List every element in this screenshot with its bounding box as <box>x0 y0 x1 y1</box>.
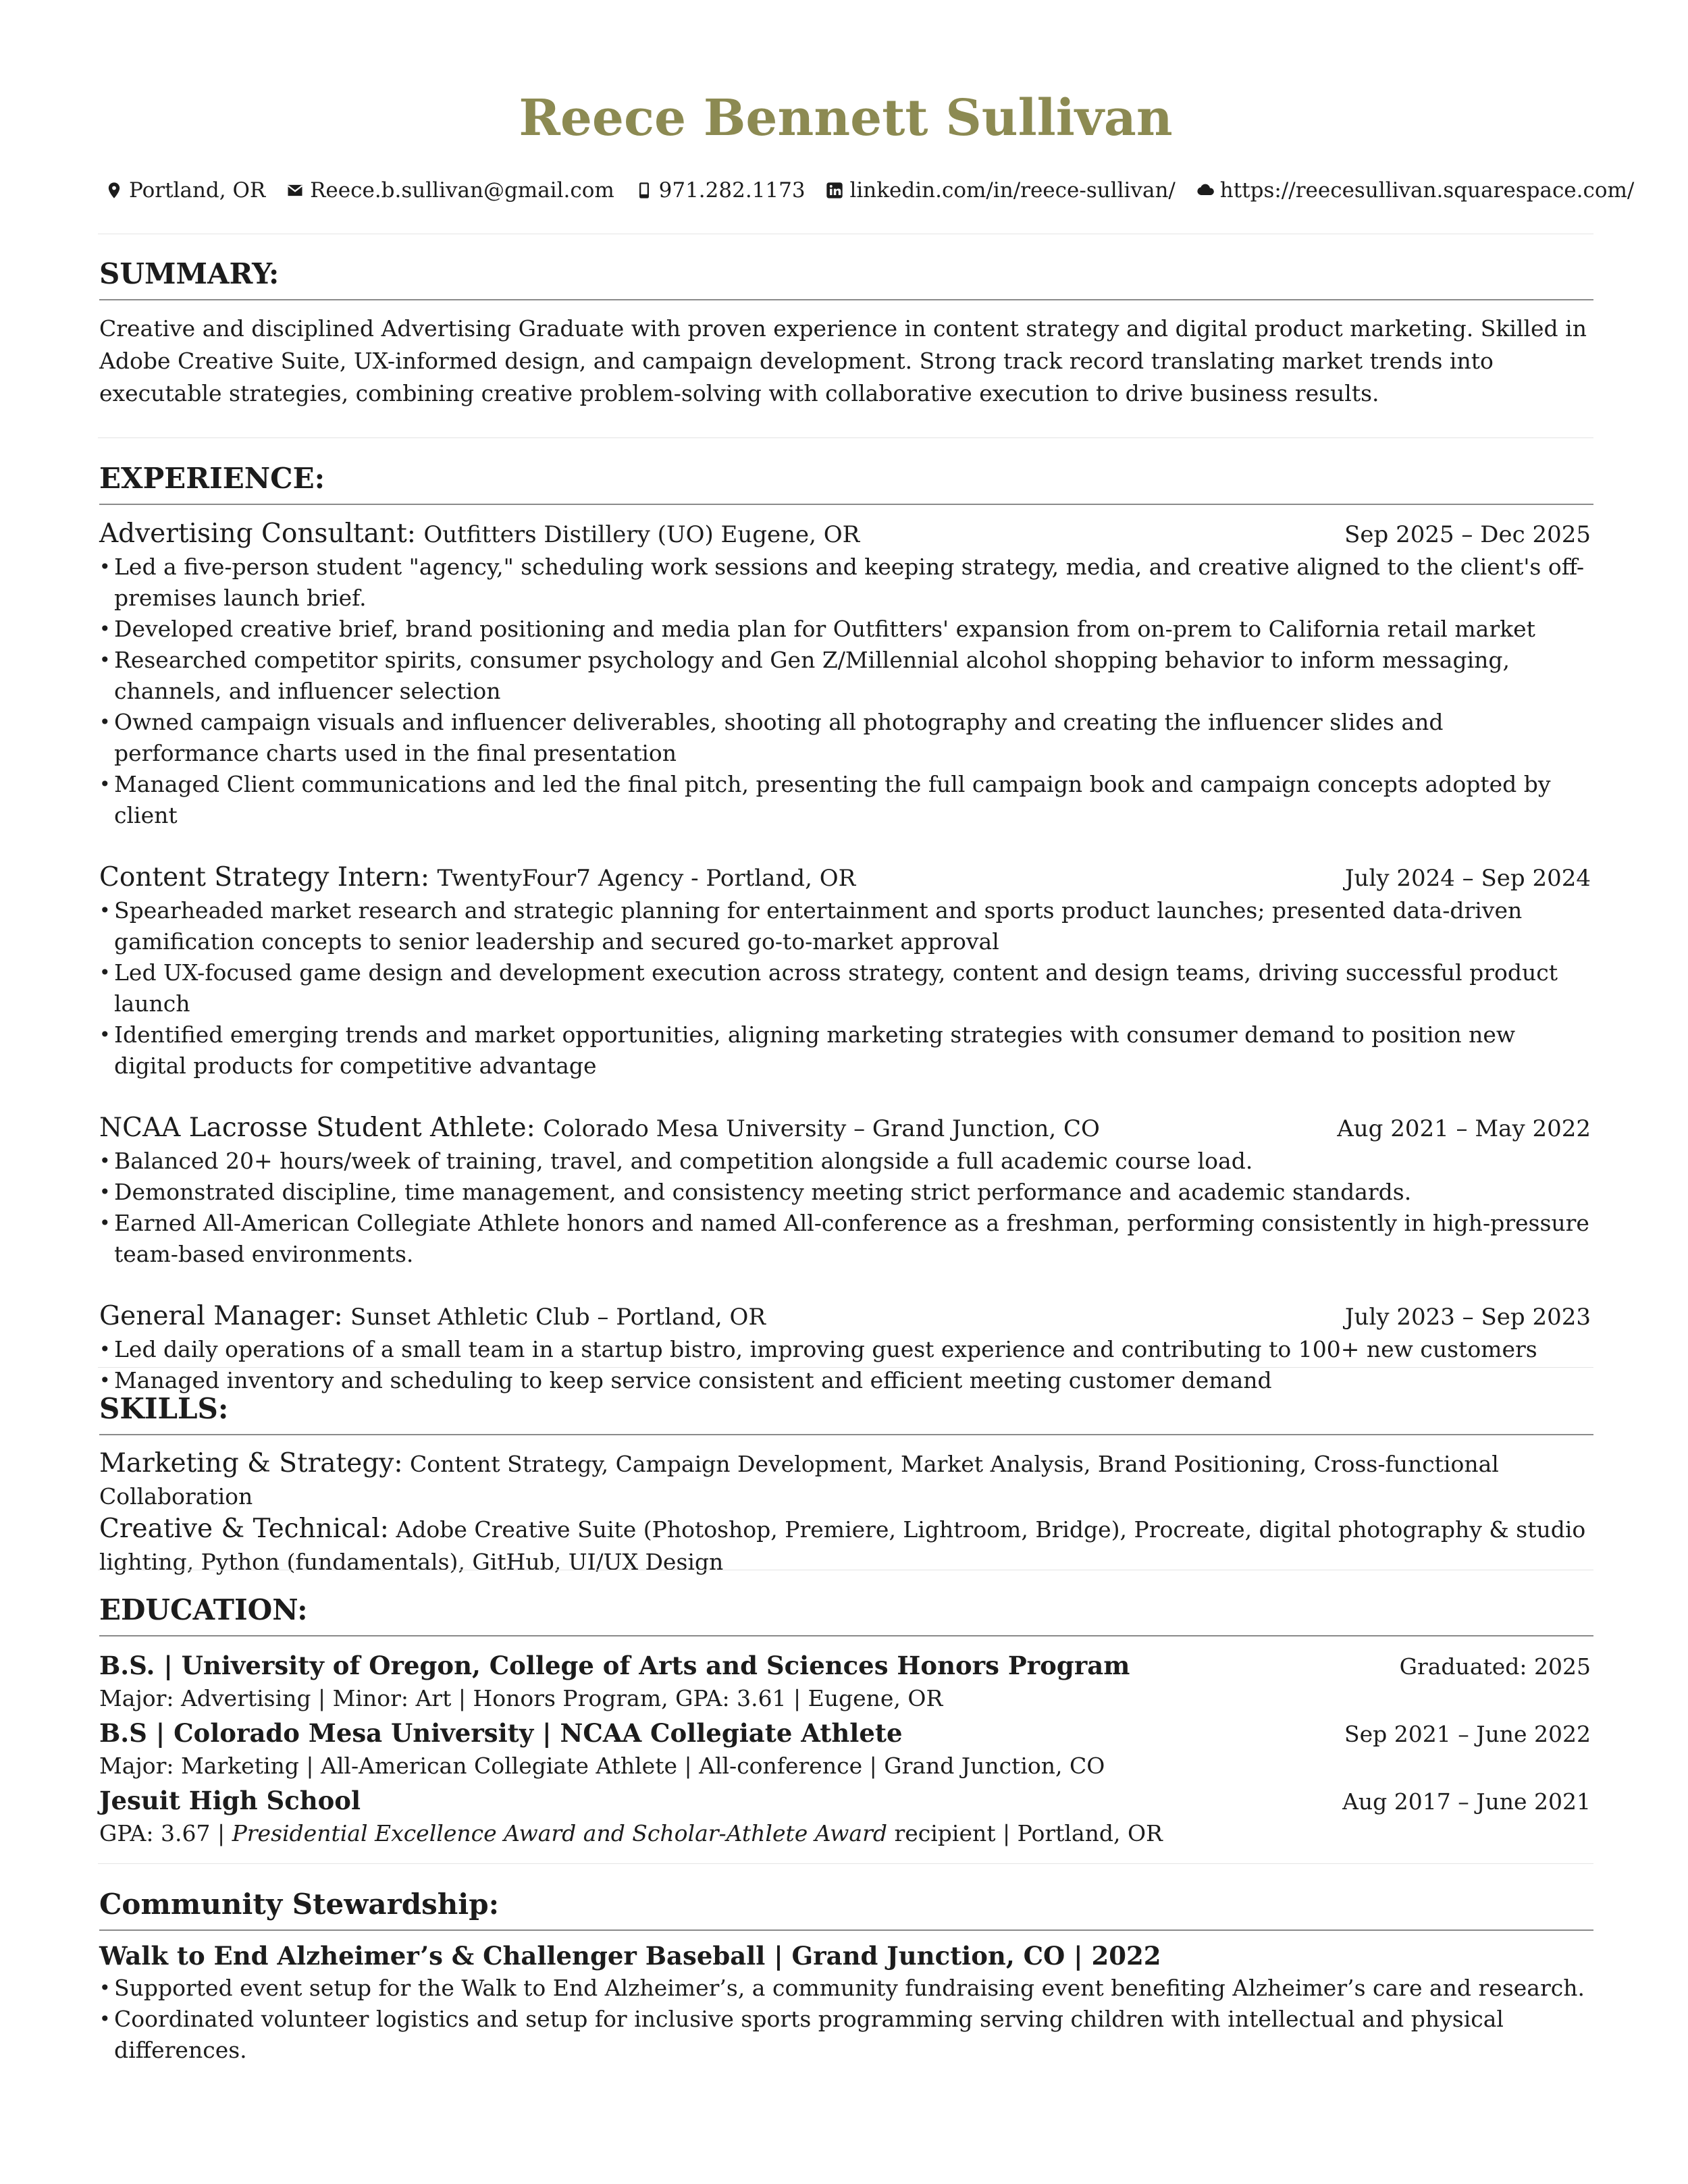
bullet-item: • Spearheaded market research and strategic planning for entertainment and sports product launches; presented data-driven gamification concepts to senior leadership and secured go-to-market approval <box>99 895 1591 957</box>
contact-bar <box>98 177 1635 204</box>
bullet-item: • Developed creative brief, brand positioning and media plan for Outfitters' expansion from on-prem to California retail market <box>99 614 1591 645</box>
skill-label: Marketing & Strategy: <box>99 1448 403 1479</box>
contact-location <box>105 177 265 204</box>
bullet-item: • Coordinated volunteer logistics and setup for inclusive sports programming serving children with intellectual and physical differences. <box>99 2004 1591 2066</box>
divider <box>98 1367 1593 1368</box>
education-section <box>98 1593 1593 1851</box>
education-heading: EDUCATION: <box>99 1596 1593 1636</box>
edu-detail: Major: Marketing | All-American Collegiate Athlete | All-conference | Grand Junction, CO <box>99 1753 1105 1779</box>
bullet-text: Supported event setup for the <box>114 1975 462 2001</box>
phone-link[interactable]: 971.282.1173 <box>658 178 806 203</box>
job-entry <box>99 1300 1591 1396</box>
map-pin-icon <box>105 181 124 200</box>
edu-dates: Aug 2017 – June 2021 <box>1342 1788 1591 1815</box>
bullet-item: • Demonstrated discipline, time management, and consistency meeting strict performance and academic standards. <box>99 1177 1591 1208</box>
linkedin-icon <box>825 181 844 200</box>
contact-phone[interactable] <box>635 177 806 204</box>
job-title: NCAA Lacrosse Student Athlete: <box>99 1113 535 1143</box>
skill-text: Adobe Creative Suite (Photoshop, Premiere, Lightroom, Bridge), Procreate, digital photography & studio lighting, Python (fundamentals), GitHub, UI/UX Design <box>99 1516 1586 1575</box>
location-text: Portland, OR <box>129 178 266 203</box>
bullet-item: • Managed inventory and scheduling to keep service consistent and efficient meeting customer demand <box>99 1365 1591 1396</box>
community-section <box>98 1890 1593 2066</box>
skills-heading: SKILLS: <box>99 1395 1593 1435</box>
job-title: General Manager: <box>99 1301 343 1331</box>
edu-entry <box>99 1716 1591 1750</box>
job-title: Advertising Consultant: <box>99 518 416 549</box>
edu-dates: Sep 2021 – June 2022 <box>1344 1721 1591 1747</box>
edu-entry <box>99 1784 1591 1817</box>
job-entry <box>99 517 1591 831</box>
job-org: Colorado Mesa University – Grand Junction, CO <box>543 1115 1100 1142</box>
bullet-item: • Led a five-person student "agency," scheduling work sessions and keeping strategy, media, and creative aligned to the client's off-premises launch brief. <box>99 552 1591 614</box>
edu-school: B.S. | University of Oregon, College of Arts and Sciences Honors Program <box>99 1651 1130 1680</box>
divider <box>98 1863 1593 1864</box>
edu-dates: Graduated: 2025 <box>1399 1653 1591 1680</box>
bullet-text: , a community fundraising event benefiting Alzheimer’s care and research. <box>737 1975 1585 2001</box>
job-dates: Sep 2025 – Dec 2025 <box>1344 521 1591 548</box>
mail-icon <box>286 181 305 200</box>
community-heading: Community Stewardship: <box>99 1890 1593 1931</box>
edu-detail-suffix: recipient | Portland, OR <box>887 1820 1163 1846</box>
skill-label: Creative & Technical: <box>99 1514 389 1544</box>
bullet-item: • Led UX-focused game design and development execution across strategy, content and design teams, driving successful product launch <box>99 957 1591 1019</box>
skill-text: Content Strategy, Campaign Development, Market Analysis, Brand Positioning, Cross-functional Collaboration <box>99 1451 1499 1510</box>
experience-heading: EXPERIENCE: <box>99 464 1593 505</box>
bullet-item <box>99 1973 1591 2004</box>
job-entry <box>99 1111 1591 1270</box>
bullet-item: • Earned All-American Collegiate Athlete honors and named All-conference as a freshman, performing consistently in high-pressure team-based environments. <box>99 1208 1591 1270</box>
job-dates: July 2023 – Sep 2023 <box>1344 1304 1591 1331</box>
bullet-item: • Balanced 20+ hours/week of training, travel, and competition alongside a full academic course load. <box>99 1146 1591 1177</box>
job-dates: July 2024 – Sep 2024 <box>1344 865 1591 892</box>
skill-line <box>99 1513 1591 1578</box>
bullet-item: • Identified emerging trends and market opportunities, aligning marketing strategies with consumer demand to position new digital products for competitive advantage <box>99 1019 1591 1082</box>
skill-line <box>99 1447 1591 1513</box>
candidate-name: Reece Bennett Sullivan <box>519 89 1173 147</box>
edu-detail-prefix: GPA: 3.67 | <box>99 1820 232 1846</box>
edu-school: B.S | Colorado Mesa University | NCAA Collegiate Athlete <box>99 1718 903 1748</box>
award-name: Presidential Excellence Award and Scholar-Athlete Award <box>232 1820 887 1846</box>
job-title: Content Strategy Intern: <box>99 862 429 893</box>
email-link[interactable]: Reece.b.sullivan@gmail.com <box>310 178 614 203</box>
summary-text: Creative and disciplined Advertising Graduate with proven experience in content strategy and digital product marketing. Skilled in Adobe Creative Suite, UX-informed design, and campaign development. Strong track record translating market trends into executable strategies, combining creative problem-solving with collaborative execution to drive business results. <box>99 315 1587 406</box>
community-event: Walk to End Alzheimer’s & Challenger Baseball | Grand Junction, CO | 2022 <box>99 1941 1161 1971</box>
skills-section <box>98 1392 1593 1578</box>
job-org: Outfitters Distillery (UO) Eugene, OR <box>423 521 860 548</box>
job-dates: Aug 2021 – May 2022 <box>1337 1115 1591 1142</box>
job-org: Sunset Athletic Club – Portland, OR <box>350 1304 766 1331</box>
contact-linkedin[interactable] <box>825 177 1175 204</box>
edu-school: Jesuit High School <box>99 1786 361 1815</box>
experience-section <box>98 464 1593 1426</box>
job-entry <box>99 861 1591 1082</box>
divider <box>98 437 1593 438</box>
bullet-item: • Led daily operations of a small team in a startup bistro, improving guest experience and contributing to 100+ new customers <box>99 1334 1591 1365</box>
contact-email[interactable] <box>286 177 614 204</box>
bullet-item: • Researched competitor spirits, consumer psychology and Gen Z/Millennial alcohol shopping behavior to inform messaging, channels, and influencer selection <box>99 645 1591 707</box>
event-name: Walk to End Alzheimer’s <box>461 1975 738 2001</box>
edu-entry <box>99 1649 1591 1682</box>
linkedin-link[interactable]: linkedin.com/in/reece-sullivan/ <box>849 178 1176 203</box>
summary-section <box>98 257 1593 410</box>
edu-detail: Major: Advertising | Minor: Art | Honors Program, GPA: 3.61 | Eugene, OR <box>99 1685 943 1711</box>
website-link[interactable]: https://reecesullivan.squarespace.com/ <box>1219 178 1635 203</box>
phone-icon <box>635 181 654 200</box>
job-org: TwentyFour7 Agency - Portland, OR <box>437 865 856 892</box>
contact-website[interactable] <box>1196 177 1635 204</box>
edu-detail <box>99 1817 1591 1850</box>
cloud-icon <box>1196 181 1215 200</box>
bullet-item: • Owned campaign visuals and influencer deliverables, shooting all photography and creating the influencer slides and performance charts used in the final presentation <box>99 707 1591 769</box>
bullet-item: • Managed Client communications and led the final pitch, presenting the full campaign book and campaign concepts adopted by client <box>99 769 1591 831</box>
summary-heading: SUMMARY: <box>99 260 1593 300</box>
